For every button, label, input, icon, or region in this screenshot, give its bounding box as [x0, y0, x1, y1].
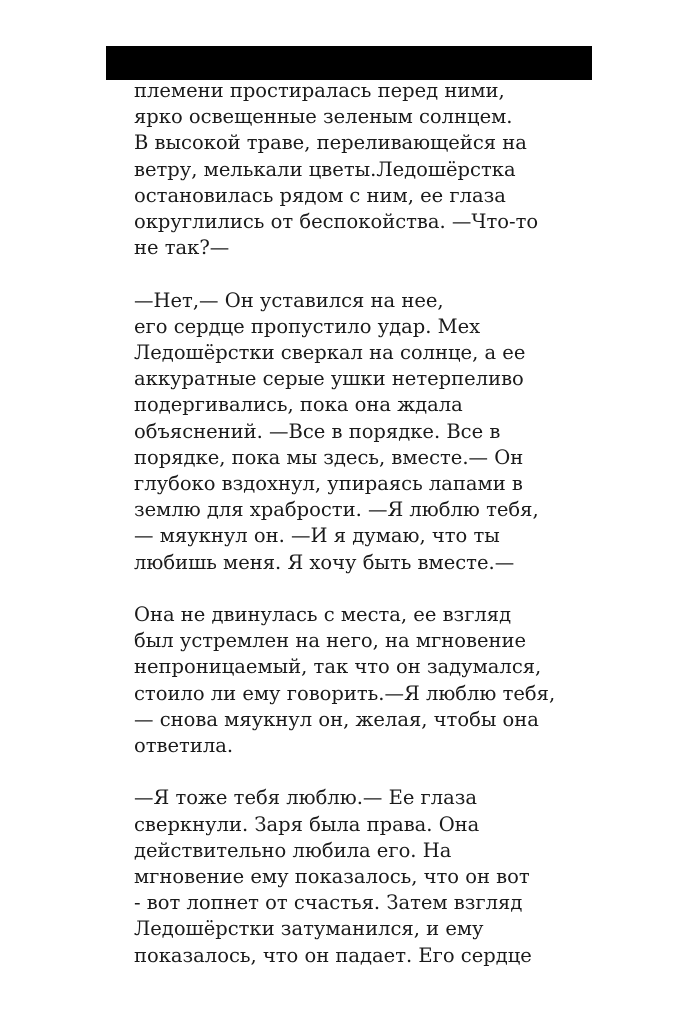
text-line: ярко освещенные зеленым солнцем. [134, 105, 513, 129]
redaction-bar [106, 46, 592, 80]
text-line: непроницаемый, так что он задумался, [134, 655, 542, 679]
paragraph-4 [134, 785, 574, 968]
text-line: Она не двинулась с места, ее взгляд [134, 603, 512, 627]
text-line: — снова мяукнул он, желая, чтобы она [134, 707, 539, 731]
text-line: ветру, мелькали цветы.Ледошёрстка [134, 157, 516, 181]
text-line: аккуратные серые ушки нетерпеливо [134, 367, 524, 391]
text-line: сверкнули. Заря была права. Она [134, 812, 480, 836]
text-line: округлились от беспокойства. —Что-то [134, 210, 539, 234]
text-line: не так?— [134, 236, 230, 260]
text-line: порядке, пока мы здесь, вместе.— Он [134, 445, 524, 469]
story-text [134, 78, 574, 995]
text-line: действительно любила его. На [134, 838, 452, 862]
text-line: подергивались, пока она ждала [134, 393, 463, 417]
paragraph-2 [134, 288, 574, 576]
paragraph-3 [134, 602, 574, 759]
text-line: любишь меня. Я хочу быть вместе.— [134, 550, 515, 574]
text-line: племени простиралась перед ними, [134, 79, 505, 102]
text-line: Ледошёрстки сверкал на солнце, а ее [134, 341, 526, 365]
text-line: мгновение ему показалось, что он вот [134, 865, 530, 889]
text-line: землю для храбрости. —Я люблю тебя, [134, 498, 539, 522]
text-line: —Нет,— Он уставился на нее, [134, 288, 444, 312]
text-line: показалось, что он падает. Его сердце [134, 943, 532, 967]
text-line: —Я тоже тебя люблю.— Ее глаза [134, 786, 478, 810]
text-line: глубоко вздохнул, упираясь лапами в [134, 472, 523, 496]
text-line: его сердце пропустило удар. Мех [134, 314, 481, 338]
text-line: объяснений. —Все в порядке. Все в [134, 419, 501, 443]
text-line: — мяукнул он. —И я думаю, что ты [134, 524, 500, 548]
text-line: В высокой траве, переливающейся на [134, 131, 527, 155]
text-line: ответила. [134, 734, 234, 758]
paragraph-1 [134, 78, 574, 261]
text-line: - вот лопнет от счастья. Затем взгляд [134, 891, 523, 915]
text-line: был устремлен на него, на мгновение [134, 629, 527, 653]
text-line: стоило ли ему говорить.—Я люблю тебя, [134, 681, 556, 705]
text-line: Ледошёрстки затуманился, и ему [134, 917, 484, 941]
text-line: остановилась рядом с ним, ее глаза [134, 183, 506, 207]
